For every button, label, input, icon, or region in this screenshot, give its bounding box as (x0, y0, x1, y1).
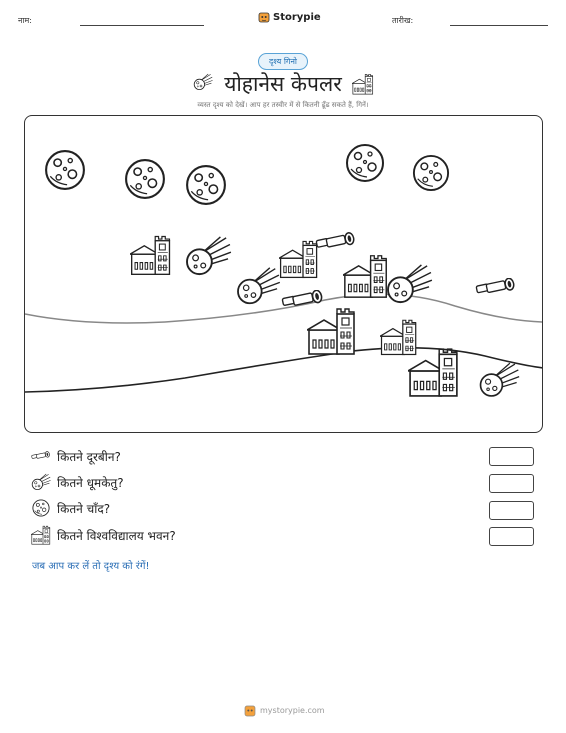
storypie-mascot-icon (258, 11, 270, 23)
comet-icon (31, 473, 51, 491)
answer-box-buildings[interactable] (489, 527, 534, 546)
instructions: व्यस्त दृश्य को देखें। आप हर तस्वीर में से कितनी ढूँढ सकते हैं, गिनें। (197, 101, 369, 109)
telescope-icon (31, 451, 51, 461)
moon-icon (412, 154, 450, 192)
moon-icon (185, 164, 227, 206)
question-comets (31, 471, 124, 493)
comet-icon (478, 361, 520, 399)
comet-icon (184, 235, 232, 277)
answer-box-moons[interactable] (489, 501, 534, 520)
date-line[interactable] (450, 25, 548, 26)
question-buildings (31, 524, 176, 546)
question-moons (31, 497, 110, 519)
name-label: नाम: (18, 16, 32, 25)
scene-count-badge: दृश्य गिनो (258, 53, 308, 70)
name-line[interactable] (80, 25, 204, 26)
brand-logo (258, 11, 321, 23)
storypie-mascot-icon (244, 703, 256, 717)
university-building-icon (130, 234, 172, 276)
university-building-icon (279, 238, 319, 280)
university-building-icon (307, 304, 357, 358)
question-telescopes (31, 445, 121, 467)
university-building-icon (343, 252, 389, 300)
moon-icon (44, 149, 86, 191)
answer-box-comets[interactable] (489, 474, 534, 493)
moon-icon (31, 499, 51, 517)
comet-icon (385, 263, 433, 305)
question-text: कितने धूमकेतु? (57, 475, 124, 490)
university-building-icon (408, 343, 460, 401)
university-building-icon (352, 73, 374, 95)
comet-icon (193, 73, 213, 91)
moon-icon (124, 158, 166, 200)
question-text: कितने विश्वविद्यालय भवन? (57, 528, 176, 543)
question-text: कितने चाँद? (57, 501, 111, 516)
telescope-icon (475, 278, 517, 297)
university-building-icon (31, 525, 51, 545)
date-label: तारीख: (392, 16, 414, 25)
question-text: कितने दूरबीन? (57, 449, 121, 464)
answer-box-telescopes[interactable] (489, 447, 534, 466)
busy-scene (24, 115, 543, 433)
telescope-icon (315, 232, 357, 252)
footer-url[interactable]: mystorypie.com (260, 705, 325, 715)
moon-icon (345, 143, 385, 183)
comet-icon (235, 266, 281, 306)
coloring-note: जब आप कर लें तो दृश्य को रंगें! (32, 561, 150, 572)
brand-name: Storypie (273, 11, 321, 23)
footer (244, 703, 325, 717)
page-title: योहानेस केपलर (224, 72, 342, 96)
